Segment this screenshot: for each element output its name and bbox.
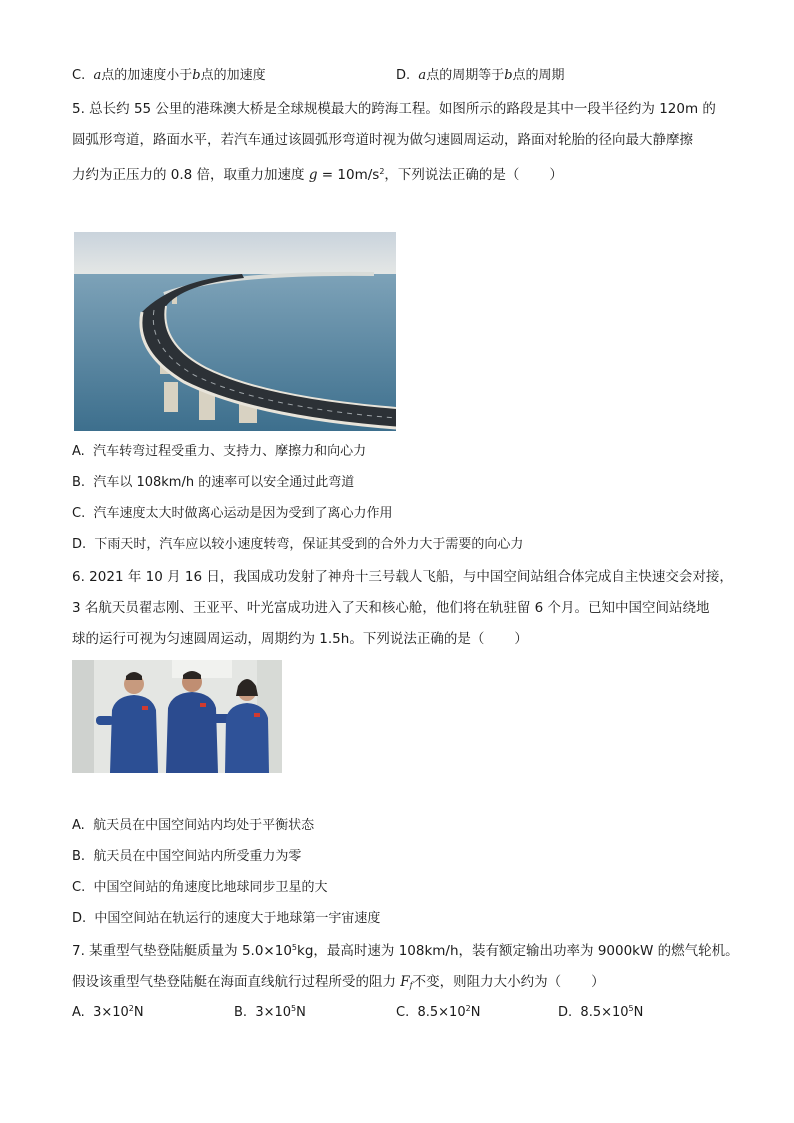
q5-stem-line1: 5. 总长约 55 公里的港珠澳大桥是全球规模最大的跨海工程。如图所示的路段是其中一段半径约为 120m 的 — [72, 101, 716, 117]
q7-option-a: A. $3\times 10^2N$ — [72, 1004, 144, 1020]
astronaut-photo — [72, 660, 282, 773]
q5-option-d: D. 下雨天时，汽车应以较小速度转弯，保证其受到的合外力大于需要的向心力 — [72, 537, 524, 552]
q7-stem-line1: 7. 某重型气垫登陆艇质量为 $5.0\times 10^5kg$，最高时速为 108km/h，装有额定输出功率为 9000kW 的燃气轮机。 — [72, 943, 739, 959]
astronaut-illustration — [72, 660, 282, 773]
q5-option-b: B. 汽车以 108km/h 的速率可以安全通过此弯道 — [72, 475, 355, 490]
q5-stem-line3: 力约为正压力的 0.8 倍，取重力加速度 $g = 10m/s^2$，下列说法正确的是（ ） — [72, 167, 563, 183]
q4-option-c: C. a点的加速度小于b点的加速度 — [72, 68, 266, 83]
q6-option-c: C. 中国空间站的角速度比地球同步卫星的大 — [72, 880, 328, 895]
q5-stem-line2: 圆弧形弯道，路面水平，若汽车通过该圆弧形弯道时视为做匀速圆周运动，路面对轮胎的径向最大静摩擦 — [72, 132, 693, 148]
q7-option-d: D. $8.5\times 10^5N$ — [558, 1004, 644, 1020]
bridge-illustration — [74, 232, 396, 431]
q4-option-d: D. a点的周期等于b点的周期 — [396, 68, 565, 83]
q6-stem-line2: 3 名航天员翟志刚、王亚平、叶光富成功进入了天和核心舱，他们将在轨驻留 6 个月。已知中国空间站绕地 — [72, 600, 710, 616]
bridge-photo — [74, 232, 396, 431]
q6-option-b: B. 航天员在中国空间站内所受重力为零 — [72, 849, 302, 864]
q6-stem-line1: 6. 2021 年 10 月 16 日，我国成功发射了神舟十三号载人飞船，与中国空间站组合体完成自主快速交会对接， — [72, 569, 733, 585]
q6-option-d: D. 中国空间站在轨运行的速度大于地球第一宇宙速度 — [72, 911, 381, 926]
q5-option-a: A. 汽车转弯过程受重力、支持力、摩擦力和向心力 — [72, 444, 367, 459]
q6-option-a: A. 航天员在中国空间站内均处于平衡状态 — [72, 818, 315, 833]
q7-stem-line2: 假设该重型气垫登陆艇在海面直线航行过程所受的阻力 $F_f$不变，则阻力大小约为（ ） — [72, 974, 605, 990]
q5-option-c: C. 汽车速度太大时做离心运动是因为受到了离心力作用 — [72, 506, 393, 521]
q7-option-c: C. $8.5\times 10^2N$ — [396, 1004, 481, 1020]
q6-stem-line3: 球的运行可视为匀速圆周运动，周期约为 1.5h。下列说法正确的是（ ） — [72, 631, 528, 647]
q7-option-b: B. $3\times 10^5N$ — [234, 1004, 306, 1020]
